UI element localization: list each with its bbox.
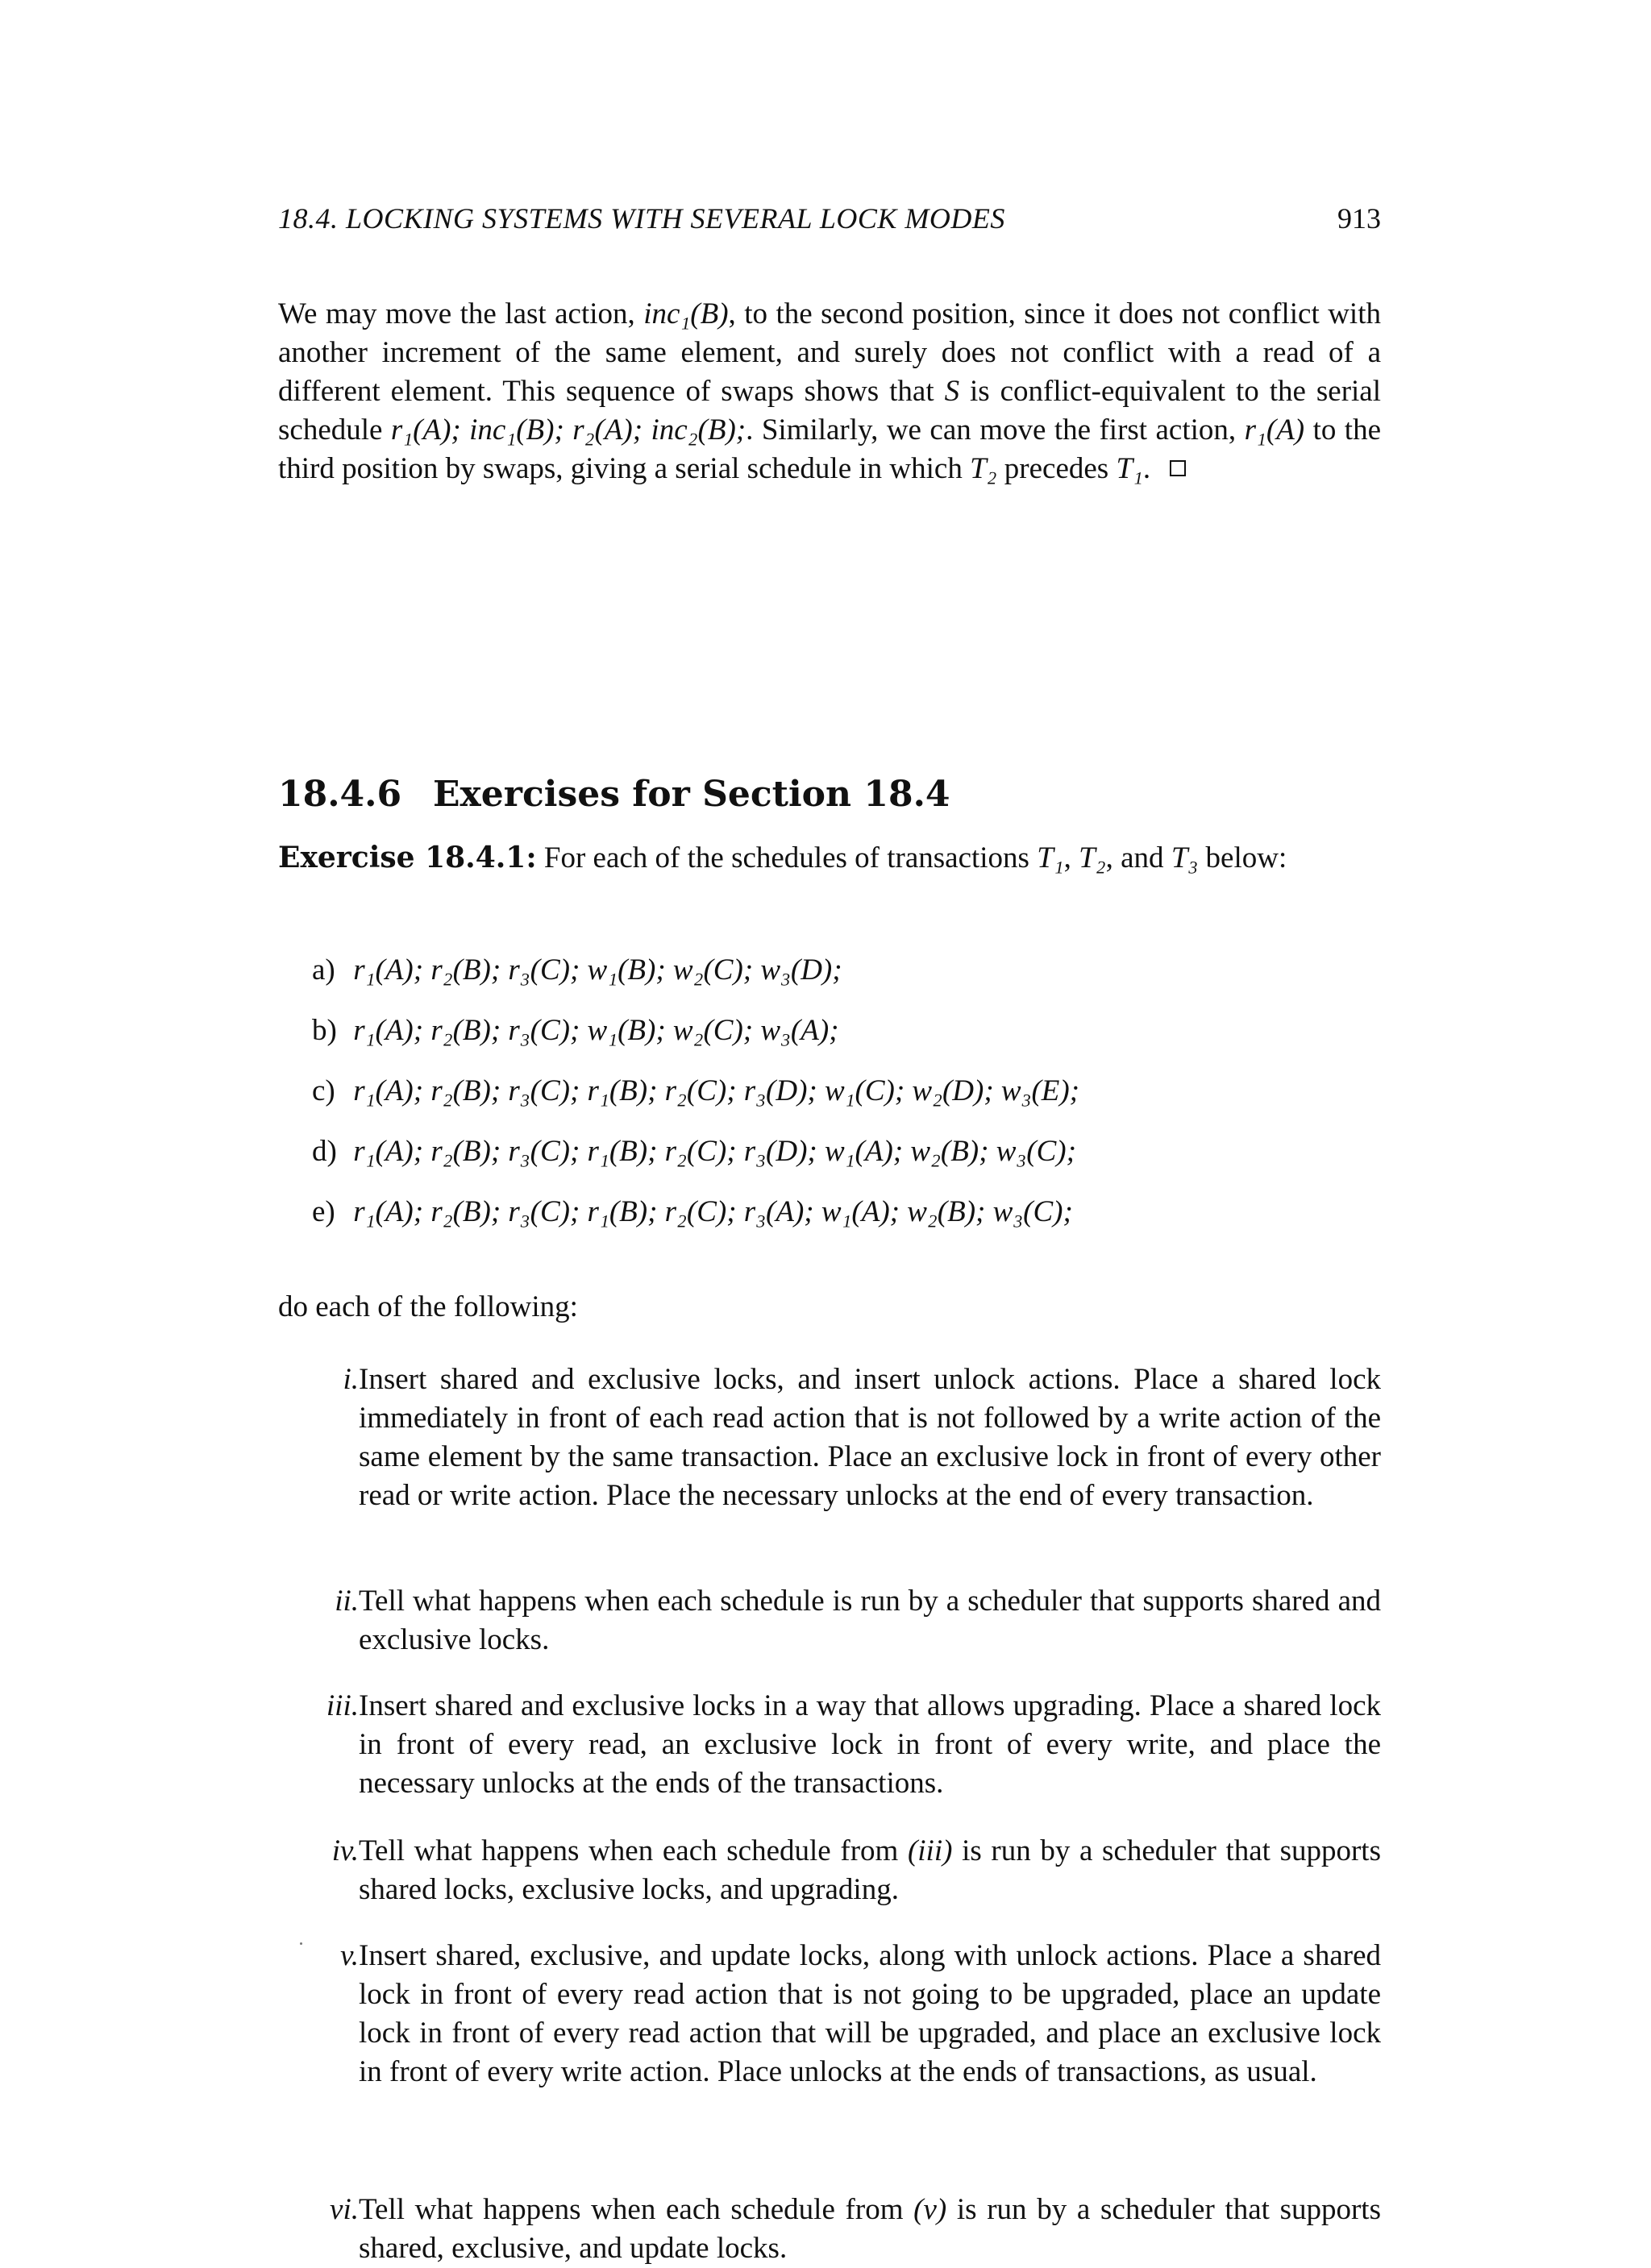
text-run: , and <box>1105 841 1171 874</box>
text-run: precedes <box>996 452 1117 485</box>
schedule-item <box>312 1072 1384 1132</box>
exercise-statement <box>278 838 1381 878</box>
math-inline: inc₁(B) <box>643 297 729 330</box>
schedule-expression: r₁(A); r₂(B); r₃(C); r₁(B); r₂(C); r₃(A); w₁(A); w₂(B); w₃(C); <box>353 1195 1073 1228</box>
section-heading <box>278 774 950 815</box>
section-title: Exercises for Section 18.4 <box>433 774 950 815</box>
running-header <box>278 201 1381 242</box>
text-run: is run by a scheduler that supports shared locks, exclusive locks, and upgrading. <box>359 1834 1381 1906</box>
task-item <box>278 1582 1381 1687</box>
schedule-item <box>312 951 1384 1011</box>
text-run: Tell what happens when each schedule from <box>359 2193 914 2226</box>
text-run: We may move the last action, <box>278 297 644 330</box>
task-item <box>278 1687 1381 1832</box>
task-number: v. <box>340 1939 359 1972</box>
schedule-item <box>312 1193 1384 1253</box>
task-text: Insert shared and exclusive locks, and insert unlock actions. Place a shared lock immediately in front of each read action that is not followed by a write action of the same element by the same transaction. Place an exclusive lock in front of every other read or write action. Place the necessary unlocks at the end of every transaction. <box>359 1363 1381 1512</box>
task-list <box>278 1360 1381 2268</box>
task-reference: (iii) <box>907 1834 953 1867</box>
task-text <box>359 1832 1381 1909</box>
section-number: 18.4.6 <box>278 774 402 815</box>
math-inline: T₂ <box>1079 841 1106 874</box>
schedule-label: d) <box>312 1135 337 1168</box>
do-each-text: do each of the following: <box>278 1290 578 1323</box>
task-item <box>278 1937 1381 2191</box>
schedule-expression: r₁(A); r₂(B); r₃(C); w₁(B); w₂(C); w₃(D); <box>353 953 842 987</box>
text-run: For each of the schedules of transactions <box>536 841 1038 874</box>
exercise-label: Exercise 18.4.1: <box>278 841 537 874</box>
schedule-item <box>312 1132 1384 1193</box>
task-item <box>278 1832 1381 1937</box>
page-number: 913 <box>1337 202 1381 235</box>
task-text: Insert shared, exclusive, and update locks, along with unlock actions. Place a shared lock in front of every read action that is not going to be upgraded, place an update lock in front of every read action that will be upgraded, and place an exclusive lock in front of every write action. Place unlocks at the ends of transactions, as usual. <box>359 1939 1381 2088</box>
intro-paragraph <box>278 295 1381 488</box>
task-item <box>278 2191 1381 2268</box>
text-run: , <box>1063 841 1079 874</box>
chapter-section-title: 18.4. LOCKING SYSTEMS WITH SEVERAL LOCK MODES <box>278 202 1005 235</box>
task-number: i. <box>343 1363 359 1396</box>
math-inline: T₂ <box>970 452 997 485</box>
schedule-label: e) <box>312 1195 335 1228</box>
schedule-label: a) <box>312 953 335 987</box>
task-number: vi. <box>330 2193 359 2226</box>
text-run: to the third position by swaps, giving a serial schedule in which <box>278 413 1381 485</box>
text-run: Tell what happens when each schedule from <box>359 1834 908 1867</box>
math-inline: r₁(A) <box>1244 413 1305 447</box>
schedule-expression: r₁(A); r₂(B); r₃(C); r₁(B); r₂(C); r₃(D); w₁(A); w₂(B); w₃(C); <box>353 1135 1076 1168</box>
schedule-item <box>312 1011 1384 1072</box>
text-run: , to the second position, since it does not conflict with another increment of the same element, and surely does not conflict with a read of a different element. This sequence of swaps shows that <box>278 297 1381 408</box>
scan-speck <box>300 1942 302 1945</box>
schedule-label: b) <box>312 1014 337 1047</box>
math-inline: T₁ <box>1116 452 1143 485</box>
schedule-expression: r₁(A); r₂(B); r₃(C); r₁(B); r₂(C); r₃(D); w₁(C); w₂(D); w₃(E); <box>353 1074 1080 1107</box>
math-inline: T₁ <box>1037 841 1064 874</box>
schedule-expression: r₁(A); r₂(B); r₃(C); w₁(B); w₂(C); w₃(A); <box>353 1014 839 1047</box>
text-run: . Similarly, we can move the first action, <box>746 413 1245 447</box>
task-text <box>359 2191 1381 2268</box>
task-number: ii. <box>335 1585 359 1618</box>
task-item <box>278 1360 1381 1582</box>
end-of-example-icon <box>1170 460 1186 476</box>
task-number: iii. <box>326 1689 359 1722</box>
text-run: below: <box>1198 841 1287 874</box>
task-text: Insert shared and exclusive locks in a way that allows upgrading. Place a shared lock in front of every read, an exclusive lock in front of every write, and place the necessary unlocks at the ends of the transactions. <box>359 1689 1381 1800</box>
text-run: is conflict-equivalent to the serial schedule <box>278 375 1381 447</box>
schedule-list <box>312 951 1384 1253</box>
math-inline: T₃ <box>1171 841 1199 874</box>
task-number: iv. <box>331 1834 359 1867</box>
math-inline: S <box>944 375 960 408</box>
intro-text <box>278 295 1381 488</box>
text-run: . <box>1142 452 1151 485</box>
text-run: is run by a scheduler that supports shared, exclusive, and update locks. <box>359 2193 1381 2265</box>
schedule-label: c) <box>312 1074 335 1107</box>
math-inline: r₁(A); inc₁(B); r₂(A); inc₂(B); <box>390 413 746 447</box>
task-reference: (v) <box>913 2193 947 2226</box>
task-text: Tell what happens when each schedule is run by a scheduler that supports shared and exclusive locks. <box>359 1585 1381 1656</box>
